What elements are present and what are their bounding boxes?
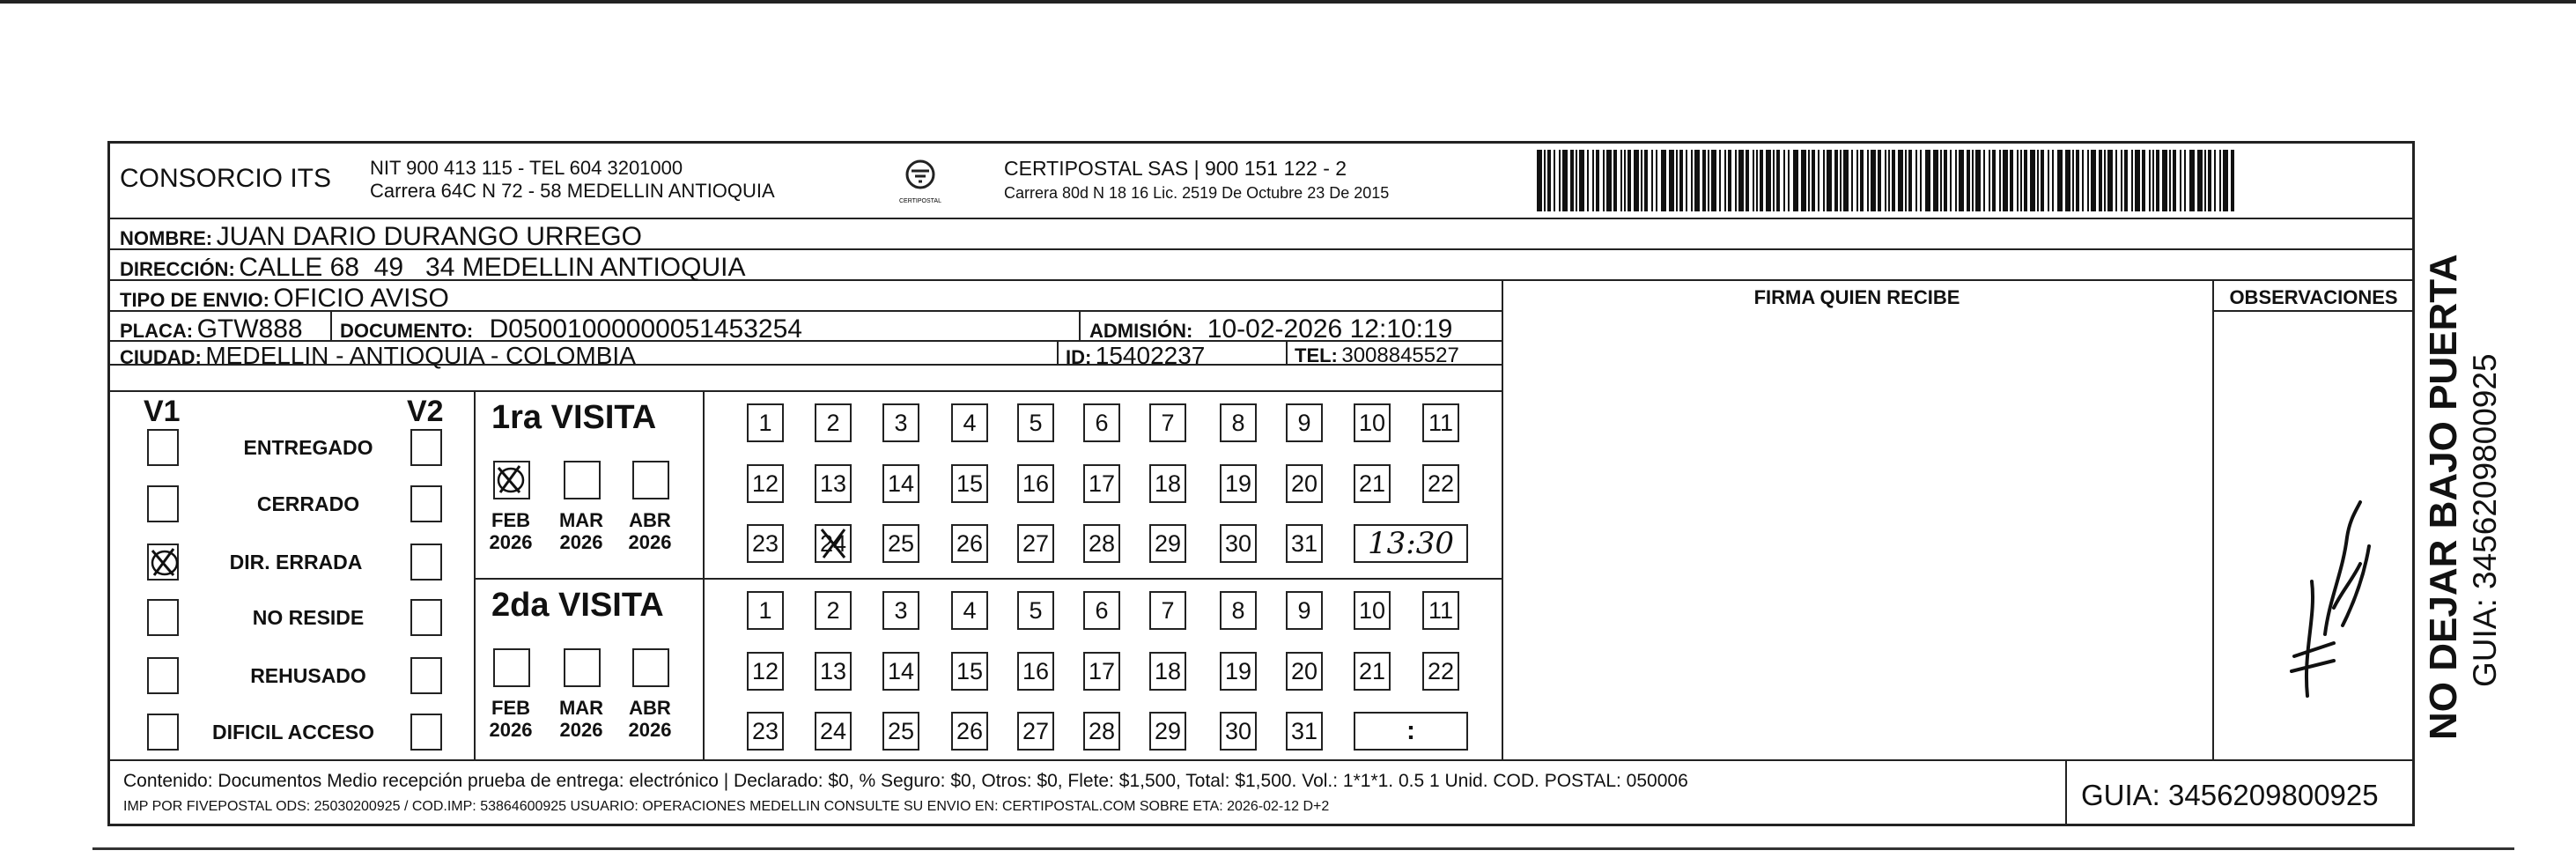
day-box[interactable]: 27 [1017,712,1054,751]
day-box[interactable]: 11 [1422,591,1459,630]
rule [476,578,1503,580]
tel-row [1295,345,1459,366]
day-box[interactable]: 21 [1354,464,1391,503]
admision-row [1089,316,1452,343]
v1-checkbox[interactable] [147,544,179,581]
month-label: MAR 2026 [558,509,604,554]
certipostal-logo [894,157,947,206]
footer-content-line: Contenido: Documentos Medio recepción prueba de entrega: electrónico | Declarado: $0, % Seguro: $0, Otros: $0, Flete: $1,500, Total: $1,500. Vol.: 1*1*1. 0.5 1 Unid. COD. POSTAL: 050006 [123,771,1688,791]
day-box[interactable]: 10 [1354,403,1391,442]
rule [330,310,332,342]
day-box[interactable]: 26 [951,524,988,563]
tipo-envio-label: TIPO DE ENVIO: [120,289,269,311]
rule [2065,759,2067,826]
visit-time-box[interactable]: 13:30 [1354,524,1468,563]
admision-label: ADMISIÓN: [1089,320,1193,342]
ciudad-row [120,344,636,368]
rule [1079,310,1081,342]
carrier-info-line1: CERTIPOSTAL SAS | 900 151 122 - 2 [1004,157,1347,180]
month-checkbox[interactable] [493,461,530,499]
observaciones-header: OBSERVACIONES [2229,286,2398,308]
day-box[interactable]: 31 [1286,712,1323,751]
day-box[interactable]: 12 [747,464,784,503]
v1-checkbox[interactable] [147,657,179,694]
rule [107,218,2415,219]
direccion-row [120,255,745,281]
handwritten-signature [2281,476,2378,714]
day-box[interactable]: 8 [1220,403,1257,442]
rule [474,390,476,761]
documento-value: D05001000000051453254 [489,314,802,344]
guia-box: GUIA: 3456209800925 [2081,779,2379,811]
day-box[interactable]: 3 [882,403,919,442]
direccion-value: CALLE 68 49 34 MEDELLIN ANTIOQUIA [239,253,746,282]
day-box[interactable]: 22 [1422,464,1459,503]
day-box[interactable]: 28 [1083,712,1120,751]
month-label: MAR 2026 [558,697,604,742]
status-label: REHUSADO [250,664,366,687]
day-box[interactable]: 29 [1149,712,1186,751]
tipo-envio-row [120,285,449,312]
day-box[interactable]: 16 [1017,652,1054,691]
day-box[interactable]: 15 [951,652,988,691]
day-box[interactable]: 17 [1083,464,1120,503]
day-box[interactable]: 27 [1017,524,1054,563]
day-box[interactable]: 25 [882,524,919,563]
day-box[interactable]: 20 [1286,464,1323,503]
nombre-label: NOMBRE: [120,227,213,249]
rule [107,759,2415,761]
day-box[interactable]: 7 [1149,403,1186,442]
day-box[interactable]: 14 [882,652,919,691]
ciudad-value: MEDELLIN - ANTIOQUIA - COLOMBIA [205,342,636,369]
status-label: CERRADO [256,492,360,515]
carrier-info-line2: Carrera 80d N 18 16 Lic. 2519 De Octubre 23 De 2015 [1004,184,1390,202]
v2-checkbox[interactable] [410,714,442,751]
rule [107,390,1503,392]
nombre-row [120,224,642,250]
rule [1502,279,1503,761]
day-box[interactable]: 5 [1017,591,1054,630]
day-box[interactable]: 16 [1017,464,1054,503]
id-label: ID: [1066,346,1092,368]
rule [2212,310,2415,312]
month-label: ABR 2026 [628,509,672,554]
day-box[interactable]: 2 [815,591,852,630]
v2-checkbox[interactable] [410,599,442,636]
v2-checkbox[interactable] [410,657,442,694]
documento-label: DOCUMENTO: [340,320,474,342]
top-edge-line [0,0,2576,4]
day-box[interactable]: 31 [1286,524,1323,563]
day-box[interactable]: 25 [882,712,919,751]
day-box[interactable]: 15 [951,464,988,503]
tipo-envio-value: OFICIO AVISO [273,284,449,313]
day-box[interactable]: 30 [1220,524,1257,563]
day-box[interactable]: 13 [815,652,852,691]
v1-checkbox[interactable] [147,429,179,466]
day-box[interactable]: 10 [1354,591,1391,630]
day-box[interactable]: 22 [1422,652,1459,691]
company-info-line1: NIT 900 413 115 - TEL 604 3201000 [370,157,683,179]
day-box[interactable]: 1 [747,403,784,442]
footer-print-line: IMP POR FIVEPOSTAL ODS: 25030200925 / COD.IMP: 53864600925 USUARIO: OPERACIONES MEDELLIN CONSULTE SU ENVIO EN: CERTIPOSTAL.COM SOBRE ETA: 2026-02-12 D+2 [123,799,1330,814]
v1-checkbox[interactable] [147,485,179,522]
day-box[interactable]: 14 [882,464,919,503]
ciudad-label: CIUDAD: [120,346,202,368]
status-label: DIR. ERRADA [229,551,363,573]
id-value: 15402237 [1095,342,1206,369]
day-box[interactable]: 28 [1083,524,1120,563]
day-box[interactable]: 12 [747,652,784,691]
svg-text:CERTIPOSTAL: CERTIPOSTAL [899,198,941,204]
month-label: FEB 2026 [489,697,533,742]
no-dejar-bajo-puerta: NO DEJAR BAJO PUERTA [2422,254,2465,740]
day-box[interactable]: 6 [1083,591,1120,630]
v1-label: V1 [144,395,181,428]
second-visit-label: 2da VISITA [491,587,664,624]
day-box[interactable]: 6 [1083,403,1120,442]
visit-time-box-empty[interactable]: : [1354,712,1468,751]
day-box[interactable]: 2 [815,403,852,442]
day-box[interactable]: 18 [1149,652,1186,691]
month-checkbox[interactable] [632,648,669,687]
nombre-value: JUAN DARIO DURANGO URREGO [216,222,642,251]
month-label: FEB 2026 [489,509,533,554]
day-box[interactable]: 18 [1149,464,1186,503]
status-label: NO RESIDE [252,606,365,629]
v2-checkbox[interactable] [410,429,442,466]
day-box[interactable]: 11 [1422,403,1459,442]
month-checkbox[interactable] [564,648,601,687]
month-checkbox[interactable] [632,461,669,499]
day-box[interactable]: 8 [1220,591,1257,630]
company-name: CONSORCIO ITS [120,164,332,193]
placa-row [120,316,303,343]
v1-checkbox[interactable] [147,714,179,751]
company-info-line2: Carrera 64C N 72 - 58 MEDELLIN ANTIOQUIA [370,180,775,202]
day-box[interactable]: 24 [815,524,852,563]
day-box[interactable]: 23 [747,524,784,563]
day-box[interactable]: 29 [1149,524,1186,563]
side-guia: GUIA: 3456209800925 [2467,353,2503,687]
day-box[interactable]: 4 [951,591,988,630]
v2-checkbox[interactable] [410,544,442,581]
rule [2212,279,2214,761]
v2-label: V2 [407,395,444,428]
day-box[interactable]: 30 [1220,712,1257,751]
month-label: ABR 2026 [628,697,672,742]
rule [1057,340,1059,366]
month-checkbox[interactable] [564,461,601,499]
bottom-edge-line [92,847,2514,850]
firma-header: FIRMA QUIEN RECIBE [1753,286,1960,308]
first-visit-label: 1ra VISITA [491,399,657,436]
month-checkbox[interactable] [493,648,530,687]
tel-value: 3008845527 [1341,344,1459,367]
day-box[interactable]: 26 [951,712,988,751]
day-box[interactable]: 9 [1286,591,1323,630]
rule [703,390,705,761]
day-box[interactable]: 5 [1017,403,1054,442]
day-box[interactable]: 17 [1083,652,1120,691]
day-box[interactable]: 19 [1220,652,1257,691]
placa-value: GTW888 [196,314,303,344]
status-label: ENTREGADO [243,436,373,459]
direccion-label: DIRECCIÓN: [120,258,235,280]
day-box[interactable]: 9 [1286,403,1323,442]
id-row [1066,344,1205,368]
v2-checkbox[interactable] [410,485,442,522]
documento-row [340,316,802,343]
day-box[interactable]: 19 [1220,464,1257,503]
day-box[interactable]: 3 [882,591,919,630]
day-box[interactable]: 4 [951,403,988,442]
side-notice [2417,141,2523,740]
v1-checkbox[interactable] [147,599,179,636]
day-box[interactable]: 1 [747,591,784,630]
status-label: DIFICIL ACCESO [212,721,375,743]
day-box[interactable]: 20 [1286,652,1323,691]
placa-label: PLACA: [120,320,194,342]
admision-value: 10-02-2026 12:10:19 [1207,314,1453,344]
day-box[interactable]: 7 [1149,591,1186,630]
rule [1286,340,1288,366]
tel-label: TEL: [1295,344,1338,366]
day-box[interactable]: 21 [1354,652,1391,691]
day-box[interactable]: 23 [747,712,784,751]
day-box[interactable]: 13 [815,464,852,503]
day-box[interactable]: 24 [815,712,852,751]
